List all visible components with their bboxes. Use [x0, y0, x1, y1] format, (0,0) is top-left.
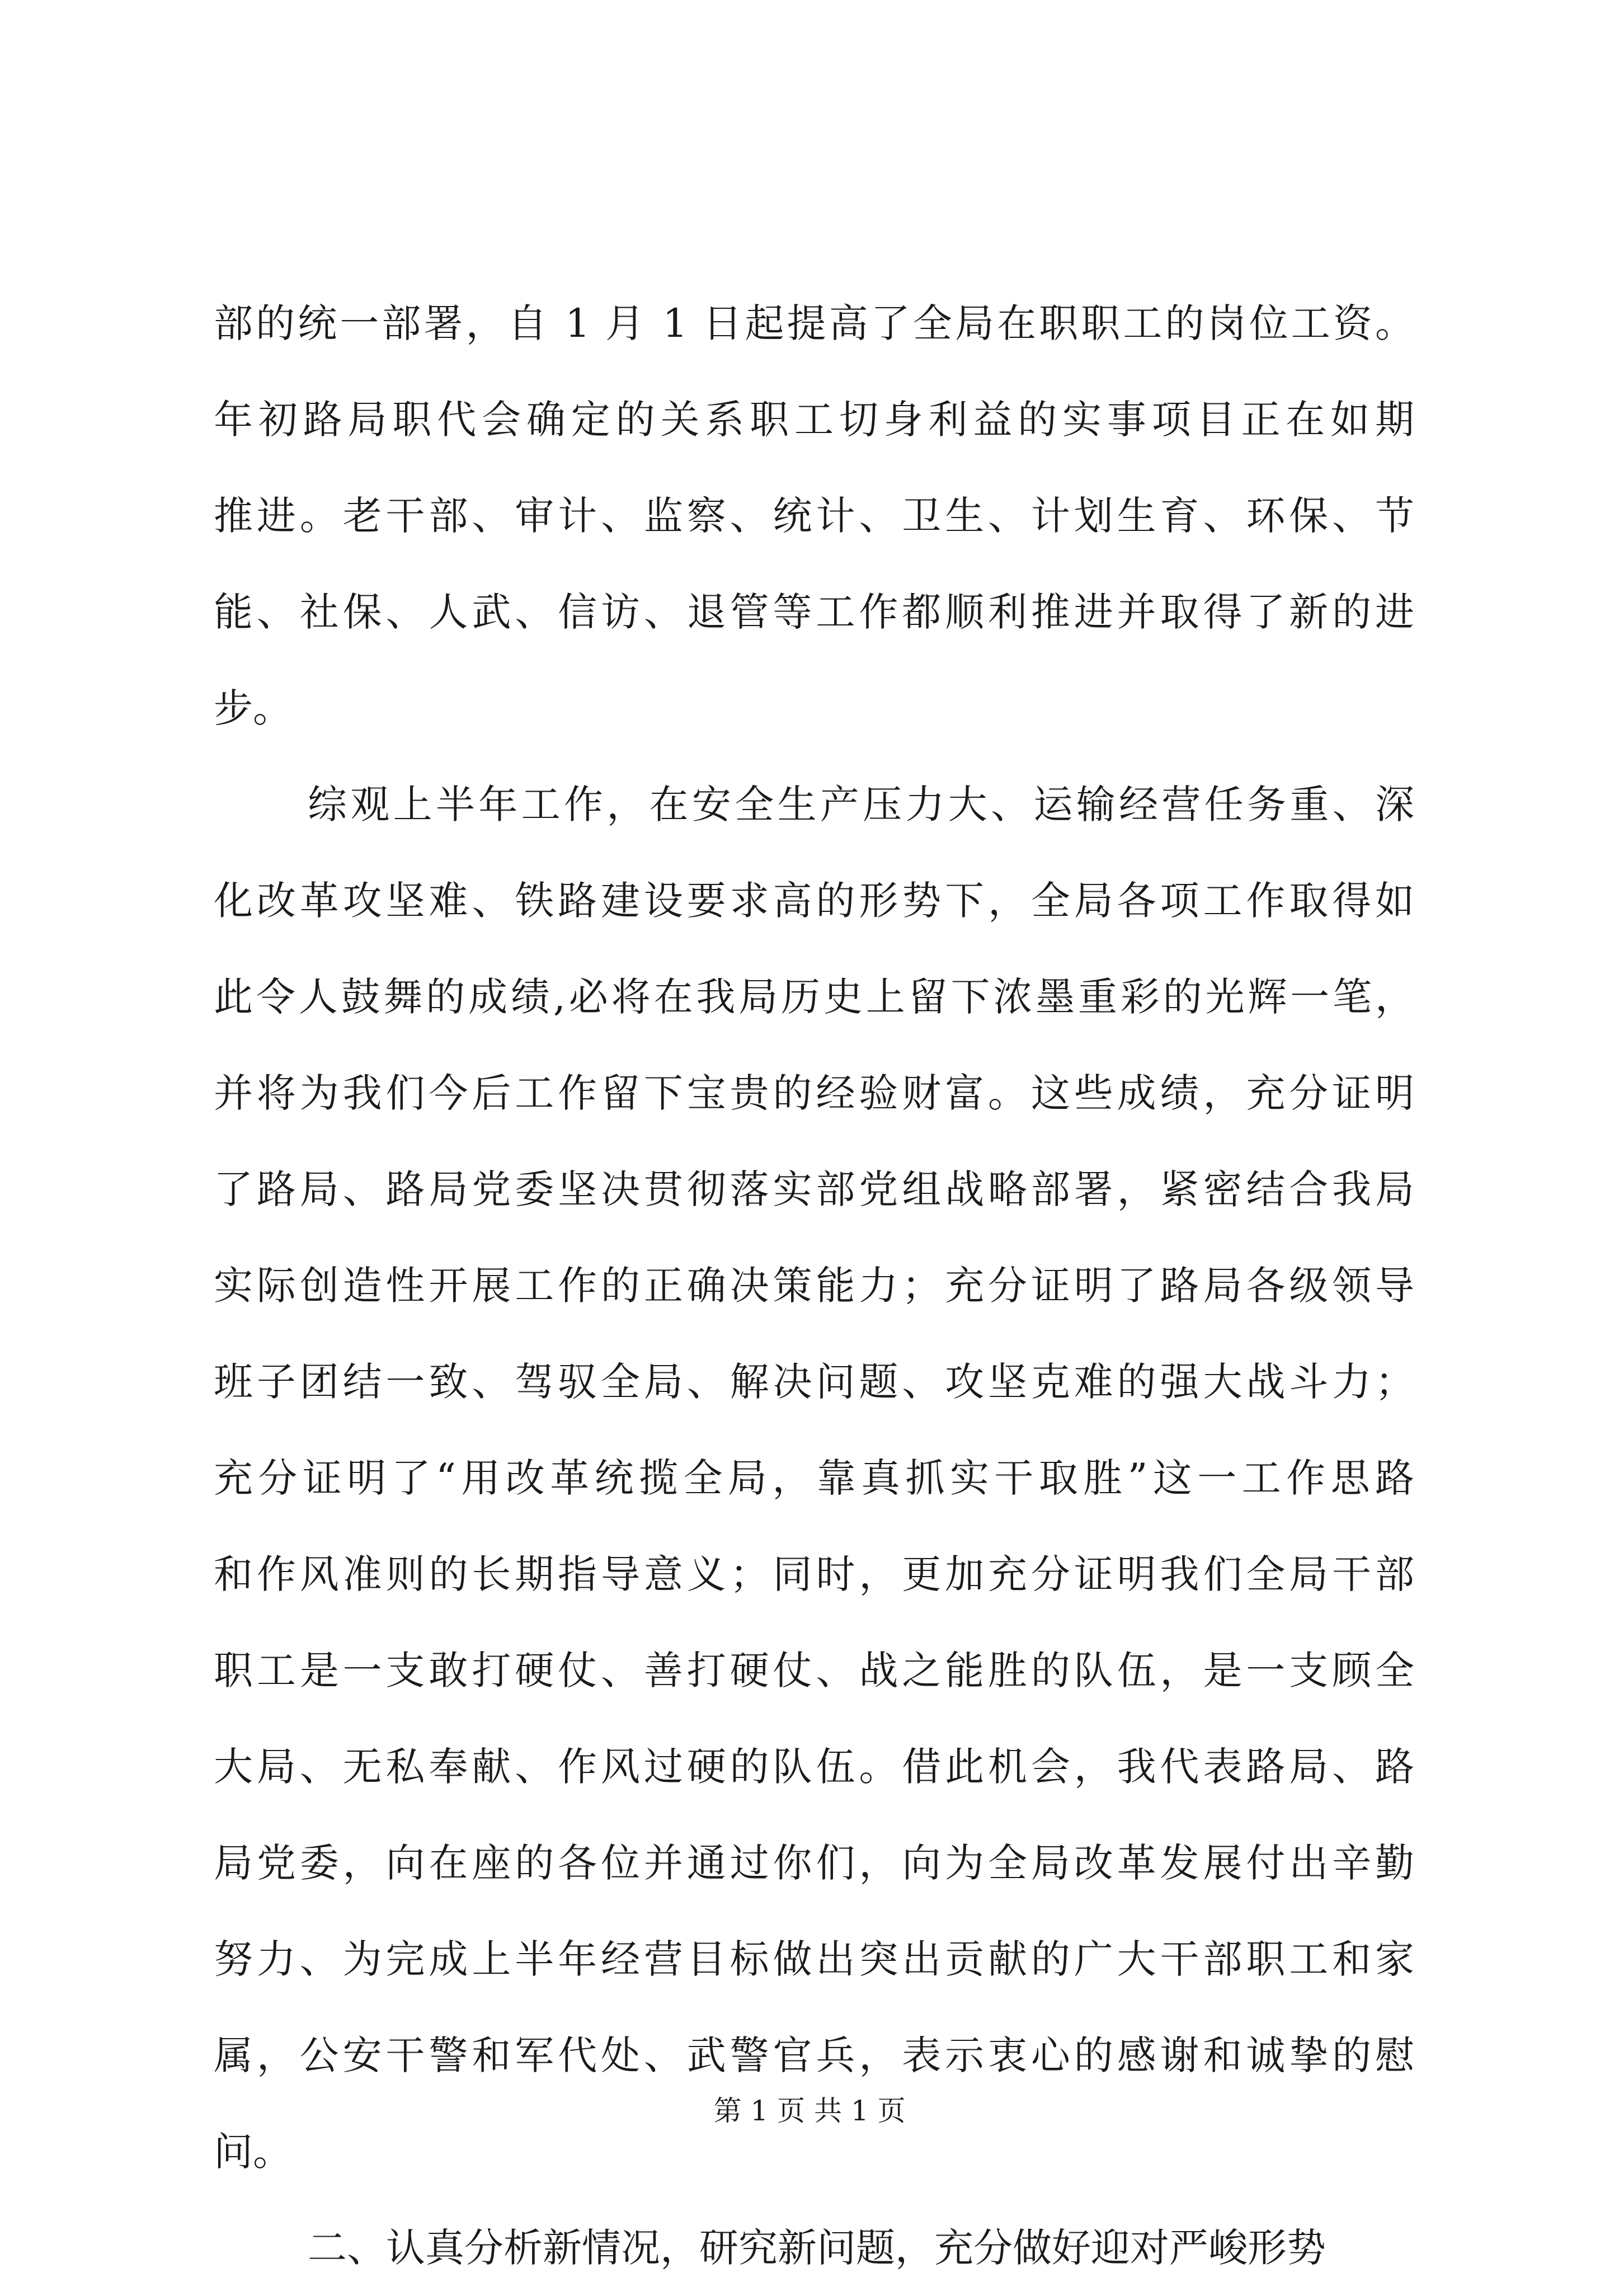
- text-line: 属，公安干警和军代处、武警官兵，表示衷心的感谢和诚挚的慰: [214, 2032, 1414, 2078]
- text-line: 二、认真分析新情况，研究新问题，充分做好迎对严峻形势: [308, 2225, 1326, 2271]
- text-line: 实际创造性开展工作的正确决策能力；充分证明了路局各级领导: [214, 1263, 1414, 1309]
- paragraph: [214, 2200, 1414, 2296]
- text-line: 能、社保、人武、信访、退管等工作都顺利推进并取得了新的进: [214, 589, 1414, 635]
- text-line: 化改革攻坚难、铁路建设要求高的形势下，全局各项工作取得如: [214, 878, 1414, 924]
- text-line: 并将为我们今后工作留下宝贵的经验财富。这些成绩，充分证明: [214, 1070, 1414, 1116]
- text-line: 年初路局职代会确定的关系职工切身利益的实事项目正在如期: [214, 397, 1414, 443]
- text-line: 综观上半年工作，在安全生产压力大、运输经营任务重、深: [308, 782, 1414, 827]
- text-line: 大局、无私奉献、作风过硬的队伍。借此机会，我代表路局、路: [214, 1744, 1414, 1790]
- text-line: 步。: [214, 685, 292, 731]
- text-line: 充分证明了“用改革统揽全局，靠真抓实干取胜”这一工作思路: [214, 1455, 1414, 1501]
- text-line: 职工是一支敢打硬仗、善打硬仗、战之能胜的队伍，是一支顾全: [214, 1648, 1414, 1693]
- text-line: 和作风准则的长期指导意义；同时，更加充分证明我们全局干部: [214, 1551, 1414, 1597]
- text-line: 此令人鼓舞的成绩,必将在我局历史上留下浓墨重彩的光辉一笔，: [214, 974, 1414, 1020]
- text-line: 部的统一部署，自 1 月 1 日起提高了全局在职职工的岗位工资。: [214, 300, 1414, 346]
- page-footer: 第 1 页 共 1 页: [713, 2095, 906, 2127]
- document-body: [214, 275, 1414, 2296]
- text-line: 局党委，向在座的各位并通过你们，向为全局改革发展付出辛勤: [214, 1840, 1414, 1886]
- text-line: 班子团结一致、驾驭全局、解决问题、攻坚克难的强大战斗力；: [214, 1359, 1414, 1405]
- text-line: 了路局、路局党委坚决贯彻落实部党组战略部署，紧密结合我局: [214, 1166, 1414, 1212]
- paragraph: [214, 275, 1414, 756]
- paragraph: [214, 756, 1414, 2200]
- text-line: 问。: [214, 2129, 292, 2175]
- text-line: 努力、为完成上半年经营目标做出突出贡献的广大干部职工和家: [214, 1936, 1414, 1982]
- text-line: 推进。老干部、审计、监察、统计、卫生、计划生育、环保、节: [214, 493, 1414, 539]
